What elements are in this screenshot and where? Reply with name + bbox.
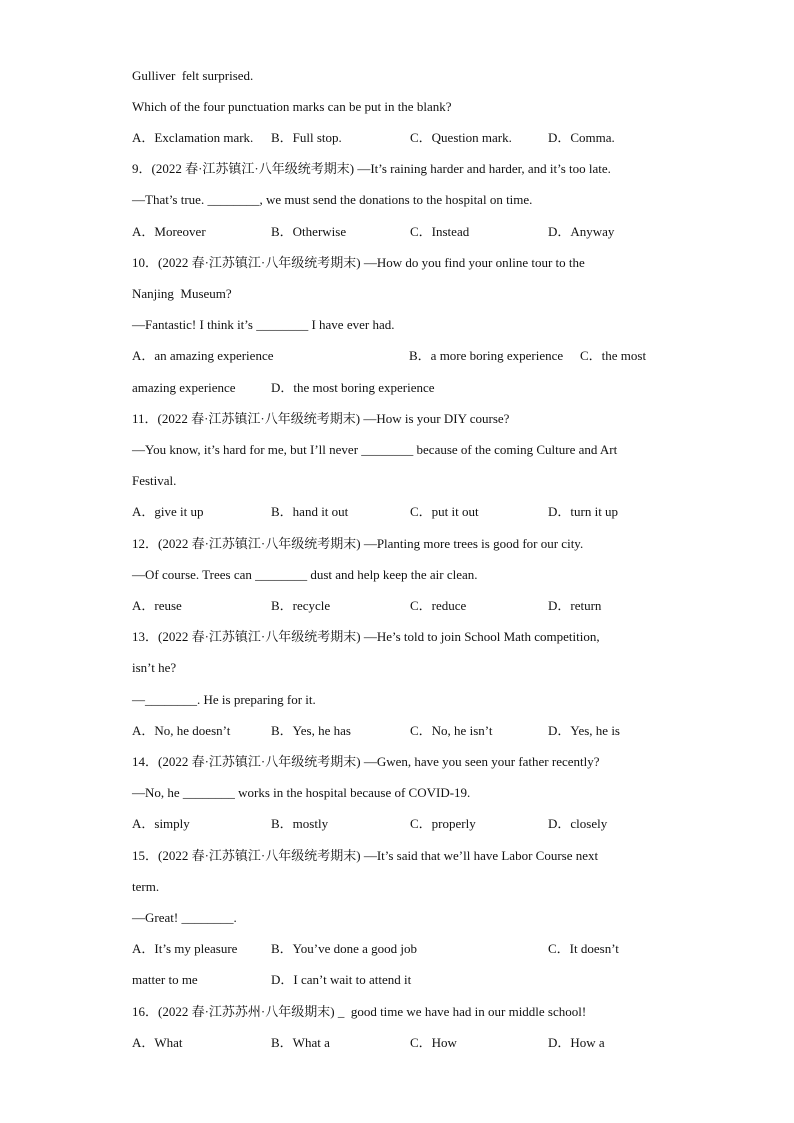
question-14-stem: 14．(2022 春·江苏镇江·八年级统考期末) —Gwen, have you seen your father recently? bbox=[132, 754, 600, 769]
option-c-cont: matter to me bbox=[132, 972, 198, 987]
option-d: D．Yes, he is bbox=[548, 723, 620, 738]
option-a: A．Moreover bbox=[132, 224, 206, 239]
question-10-stem-cont: Nanjing Museum? bbox=[132, 286, 232, 301]
question-11-dialogue: —You know, it’s hard for me, but I’ll never ________ because of the coming Culture and Art bbox=[132, 442, 618, 457]
intro-sentence: Gulliver felt surprised. bbox=[132, 68, 254, 83]
option-c: C．Instead bbox=[410, 224, 470, 239]
option-c: C．put it out bbox=[410, 504, 479, 519]
option-c-cont: amazing experience bbox=[132, 380, 236, 395]
option-d: D．the most boring experience bbox=[271, 380, 435, 395]
question-14-dialogue: —No, he ________ works in the hospital because of COVID-19. bbox=[132, 785, 471, 800]
question-16-stem: 16．(2022 春·江苏苏州·八年级期末) _ good time we have had in our middle school! bbox=[132, 1004, 587, 1019]
option-d: D．I can’t wait to attend it bbox=[271, 972, 412, 987]
option-b: B．What a bbox=[271, 1035, 330, 1050]
option-d: D．closely bbox=[548, 816, 608, 831]
question-13-stem-cont: isn’t he? bbox=[132, 660, 177, 675]
question-11-dialogue-cont: Festival. bbox=[132, 473, 177, 488]
option-a: A．reuse bbox=[132, 598, 182, 613]
option-d: D．Comma. bbox=[548, 130, 615, 145]
option-a: A．give it up bbox=[132, 504, 204, 519]
option-b: B．mostly bbox=[271, 816, 329, 831]
option-d: D．return bbox=[548, 598, 602, 613]
question-10-dialogue: —Fantastic! I think it’s ________ I have ever had. bbox=[132, 317, 395, 332]
option-d: D．Anyway bbox=[548, 224, 615, 239]
option-b: B．Full stop. bbox=[271, 130, 342, 145]
option-a: A．It’s my pleasure bbox=[132, 941, 238, 956]
question-10-stem: 10．(2022 春·江苏镇江·八年级统考期末) —How do you find your online tour to the bbox=[132, 255, 585, 270]
question-9-dialogue: —That’s true. ________, we must send the donations to the hospital on time. bbox=[132, 192, 533, 207]
question-11-stem: 11．(2022 春·江苏镇江·八年级统考期末) —How is your DIY course? bbox=[132, 411, 510, 426]
option-c: C．the most bbox=[580, 348, 647, 363]
question-15-stem-cont: term. bbox=[132, 879, 160, 894]
option-c: C．Question mark. bbox=[410, 130, 512, 145]
question-9-stem: 9．(2022 春·江苏镇江·八年级统考期末) —It’s raining harder and harder, and it’s too late. bbox=[132, 161, 611, 176]
option-c: C．It doesn’t bbox=[548, 941, 619, 956]
option-c: C．How bbox=[410, 1035, 457, 1050]
intro-question: Which of the four punctuation marks can be put in the blank? bbox=[132, 99, 452, 114]
question-13-stem: 13．(2022 春·江苏镇江·八年级统考期末) —He’s told to join School Math competition, bbox=[132, 629, 600, 644]
option-b: B．Yes, he has bbox=[271, 723, 351, 738]
option-c: C．properly bbox=[410, 816, 476, 831]
option-b: B．recycle bbox=[271, 598, 331, 613]
option-b: B．Otherwise bbox=[271, 224, 347, 239]
question-15-stem: 15．(2022 春·江苏镇江·八年级统考期末) —It’s said that we’ll have Labor Course next bbox=[132, 848, 599, 863]
option-d: D．turn it up bbox=[548, 504, 619, 519]
option-b: B．a more boring experience bbox=[409, 348, 564, 363]
option-a: A．an amazing experience bbox=[132, 348, 274, 363]
option-a: A．Exclamation mark. bbox=[132, 130, 254, 145]
option-a: A．What bbox=[132, 1035, 183, 1050]
question-12-stem: 12．(2022 春·江苏镇江·八年级统考期末) —Planting more trees is good for our city. bbox=[132, 536, 584, 551]
question-12-dialogue: —Of course. Trees can ________ dust and help keep the air clean. bbox=[132, 567, 478, 582]
option-c: C．reduce bbox=[410, 598, 467, 613]
option-a: A．simply bbox=[132, 816, 190, 831]
option-a: A．No, he doesn’t bbox=[132, 723, 231, 738]
option-d: D．How a bbox=[548, 1035, 605, 1050]
question-13-dialogue: —________. He is preparing for it. bbox=[132, 692, 316, 707]
option-c: C．No, he isn’t bbox=[410, 723, 493, 738]
question-15-dialogue: —Great! ________. bbox=[132, 910, 237, 925]
option-b: B．hand it out bbox=[271, 504, 349, 519]
option-b: B．You’ve done a good job bbox=[271, 941, 418, 956]
